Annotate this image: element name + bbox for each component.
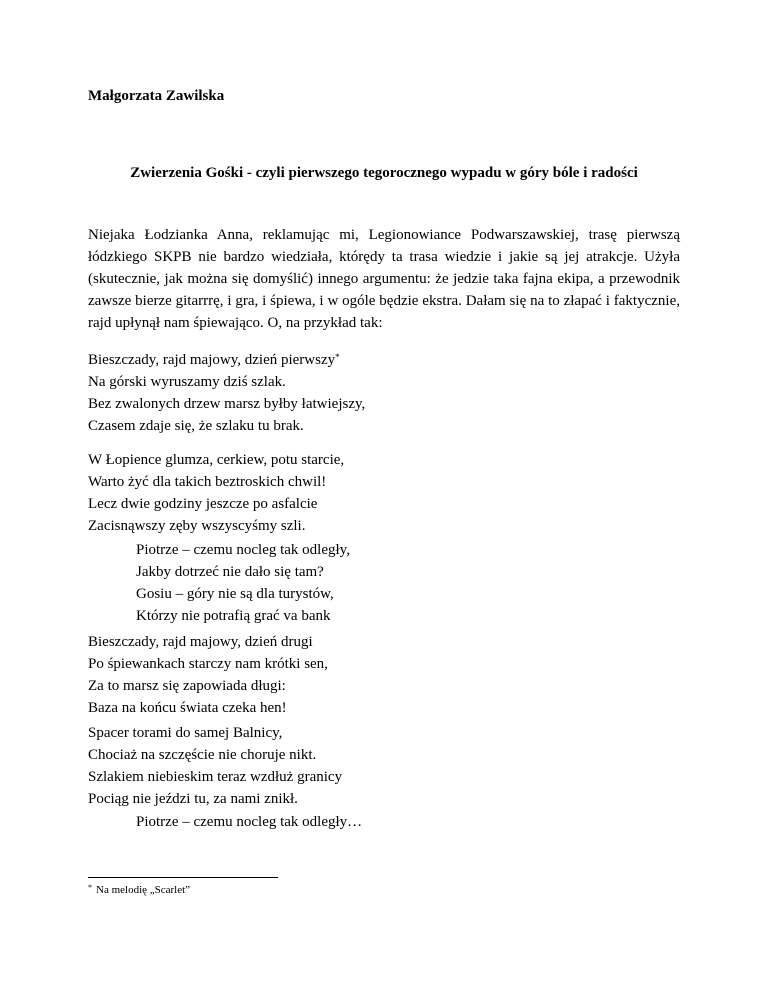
verse-line: Warto żyć dla takich beztroskich chwil! [88,474,327,490]
verse-line: Szlakiem niebieskim teraz wzdłuż granicy [88,769,343,785]
verse-line: Gosiu – góry nie są dla turystów, [136,586,334,602]
refrain-1 [136,539,350,627]
stanza-2 [88,449,344,537]
verse-line: Spacer torami do samej Balnicy, [88,725,283,741]
verse-line: Chociaż na szczęście nie choruje nikt. [88,747,317,763]
intro-paragraph: Niejaka Łodzianka Anna, reklamując mi, Legionowiance Podwarszawskiej, trasę pierwszą łódzkiego SKPB nie bardzo wiedziała, którędy ta trasa wiedzie i jakie są jej atrakcje. Użyła (skutecznie, jak można się domyślić) innego argumentu: że jedzie taka fajna ekipa, a przewodnik zawsze bierze gitarrrę, i gra, i śpiewa, i w ogóle będzie ekstra. Dałam się na to złapać i faktycznie, rajd upłynął nam śpiewająco. O, na przykład tak: [88,227,680,331]
footnote-separator [88,877,278,878]
verse-line: Bez zwalonych drzew marsz byłby łatwiejszy, [88,396,366,412]
verse-line: Baza na końcu świata czeka hen! [88,700,287,716]
verse-line: W Łopience glumza, cerkiew, potu starcie, [88,452,345,468]
stanza-4 [88,722,342,810]
verse-line: Piotrze – czemu nocleg tak odległy, [136,542,350,558]
verse-line: Którzy nie potrafią grać va bank [136,608,331,624]
verse-line: Bieszczady, rajd majowy, dzień drugi [88,634,313,650]
author-name: Małgorzata Zawilska [88,88,225,104]
stanza-1 [88,349,365,437]
verse-line: Piotrze – czemu nocleg tak odległy… [136,814,363,830]
verse-line: Zacisnąwszy zęby wszyscyśmy szli. [88,518,306,534]
footnote-marker: * [88,883,92,892]
verse-line: Lecz dwie godziny jeszcze po asfalcie [88,496,318,512]
footnote-text: Na melodię „Scarlet” [96,884,191,896]
document-title: Zwierzenia Gośki - czyli pierwszego tegorocznego wypadu w góry bóle i radości [130,165,638,181]
verse-line: Pociąg nie jeździ tu, za nami znikł. [88,791,298,807]
verse-line: Po śpiewankach starczy nam krótki sen, [88,656,328,672]
footnote-reference: * [335,352,340,362]
verse-line: Za to marsz się zapowiada długi: [88,678,286,694]
footnote [88,883,190,897]
verse-line: Jakby dotrzeć nie dało się tam? [136,564,324,580]
verse-line: Czasem zdaje się, że szlaku tu brak. [88,418,304,434]
verse-line: Bieszczady, rajd majowy, dzień pierwszy* [88,352,340,368]
refrain-2 [136,811,362,833]
verse-line: Na górski wyruszamy dziś szlak. [88,374,286,390]
stanza-3 [88,631,328,719]
